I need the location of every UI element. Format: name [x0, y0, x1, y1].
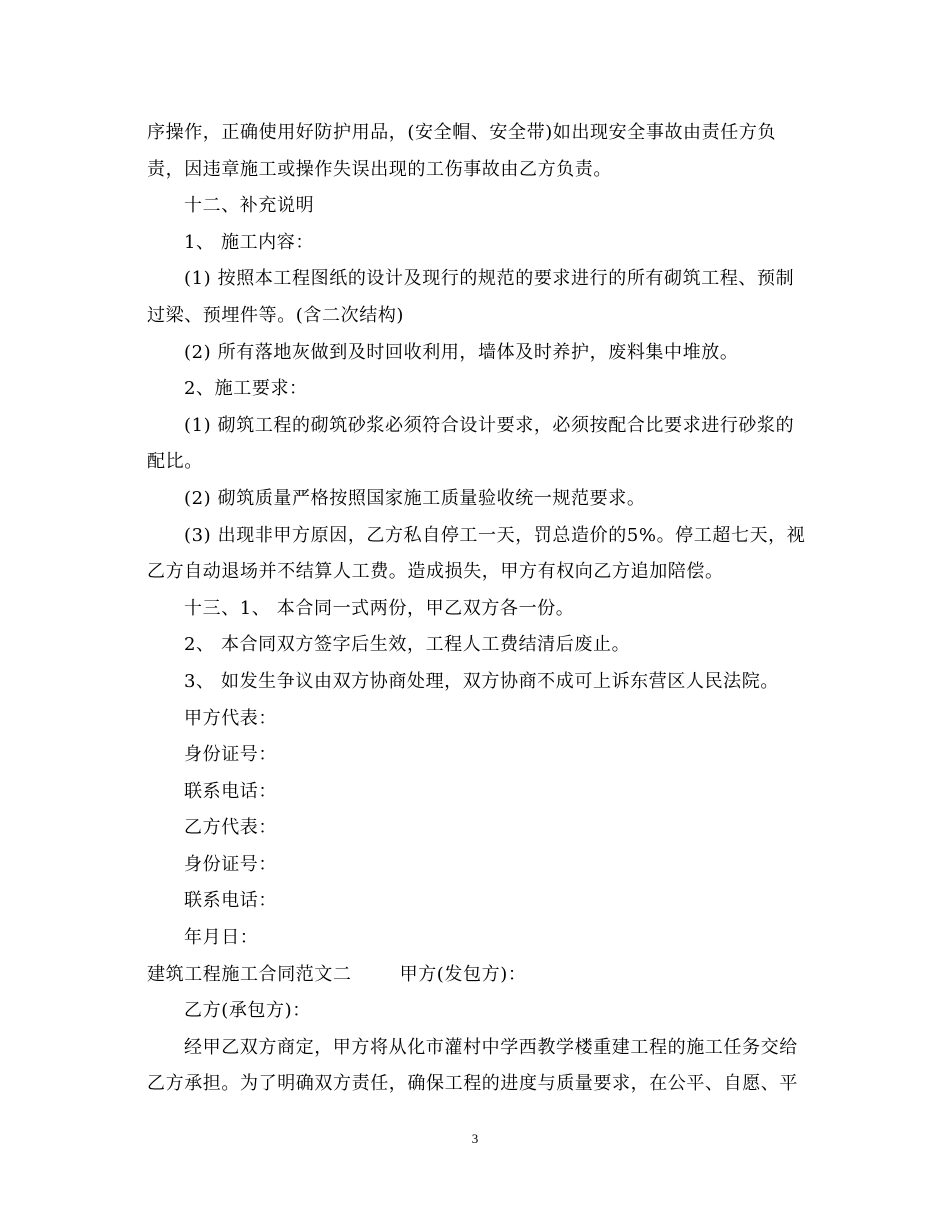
contract-title-line	[147, 957, 807, 994]
page-number: 3	[471, 1131, 479, 1146]
signature-field-label: 联系电话：	[184, 780, 277, 802]
section-heading: 十三、1、 本合同一式两份，甲乙双方各一份。	[184, 597, 575, 619]
contract-title: 建筑工程施工合同范文二	[147, 963, 352, 985]
party-b-label: 乙方(承包方)：	[184, 1000, 311, 1022]
paragraph-line: 序操作，正确使用好防护用品，(安全帽、安全带)如出现安全事故由责任方负	[147, 122, 777, 143]
paragraph-line: 乙方承担。为了明确双方责任，确保工程的进度与质量要求，在公平、自愿、平	[147, 1073, 798, 1095]
document-body	[147, 115, 807, 1103]
paragraph-line: 2、 本合同双方签字后生效，工程人工费结清后废止。	[184, 634, 631, 656]
subsection-heading: 2、施工要求：	[184, 378, 308, 400]
paragraph-line: (3) 出现非甲方原因，乙方私自停工一天，罚总造价的5%。停工超七天，视	[184, 524, 806, 546]
paragraph-line: (1) 按照本工程图纸的设计及现行的规范的要求进行的所有砌筑工程、预制	[184, 268, 795, 290]
party-a-label: 甲方(发包方)：	[399, 963, 527, 985]
paragraph-line: 3、 如发生争议由双方协商处理，双方协商不成可上诉东营区人民法院。	[184, 670, 779, 692]
paragraph-line: 经甲乙双方商定，甲方将从化市灌村中学西教学楼重建工程的施工任务交给	[184, 1036, 798, 1058]
signature-field-label: 联系电话：	[184, 890, 277, 912]
paragraph-line: (1) 砌筑工程的砌筑砂浆必须符合设计要求，必须按配合比要求进行砂浆的	[184, 414, 795, 436]
paragraph-line: (2) 砌筑质量严格按照国家施工质量验收统一规范要求。	[184, 487, 646, 509]
signature-field-label: 甲方代表：	[184, 707, 277, 729]
paragraph-line: (2) 所有落地灰做到及时回收利用，墙体及时养护，废料集中堆放。	[184, 341, 739, 363]
paragraph-line: 配比。	[147, 451, 203, 473]
paragraph-line: 过梁、预埋件等。(含二次结构)	[147, 304, 405, 326]
paragraph-line: 乙方自动退场并不结算人工费。造成损失，甲方有权向乙方追加陪偿。	[147, 561, 724, 583]
signature-field-label: 身份证号：	[184, 853, 277, 875]
section-heading: 十二、补充说明	[184, 195, 315, 217]
signature-field-label: 乙方代表：	[184, 817, 277, 839]
signature-field-label: 身份证号：	[184, 744, 277, 766]
signature-field-label: 年月日：	[184, 927, 259, 949]
subsection-heading: 1、 施工内容：	[184, 231, 314, 253]
paragraph-line: 责，因违章施工或操作失误出现的工伤事故由乙方负责。	[147, 158, 612, 180]
